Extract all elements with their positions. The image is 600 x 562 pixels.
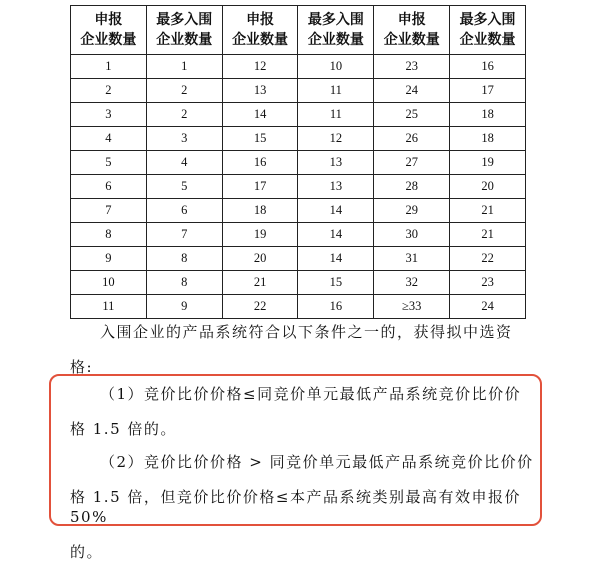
- table-cell: 1: [146, 55, 222, 79]
- table-cell: 6: [146, 199, 222, 223]
- table-cell: 15: [298, 271, 374, 295]
- table-cell: 28: [374, 175, 450, 199]
- table-cell: 14: [298, 223, 374, 247]
- table-cell: 15: [222, 127, 298, 151]
- table-cell: 13: [298, 151, 374, 175]
- table-cell: 29: [374, 199, 450, 223]
- table-cell: 2: [146, 103, 222, 127]
- intro-line-1: 入围企业的产品系统符合以下条件之一的，获得拟中选资: [100, 323, 513, 341]
- table-cell: 21: [450, 223, 526, 247]
- table-row: [71, 295, 526, 319]
- table-cell: 4: [71, 127, 147, 151]
- table-cell: 17: [222, 175, 298, 199]
- table-cell: 12: [222, 55, 298, 79]
- table-header-row: [71, 6, 526, 55]
- table-cell: 24: [374, 79, 450, 103]
- condition-1-line-2: 格 1.5 倍的。: [70, 420, 177, 438]
- table-row: [71, 199, 526, 223]
- table-cell: 14: [222, 103, 298, 127]
- table-cell: 30: [374, 223, 450, 247]
- header-max-selected-1: 最多入围 企业数量: [146, 6, 222, 55]
- table-cell: 27: [374, 151, 450, 175]
- table-cell: 10: [71, 271, 147, 295]
- table-cell: 8: [71, 223, 147, 247]
- table-cell: ≥33: [374, 295, 450, 319]
- table-row: [71, 103, 526, 127]
- table-cell: 19: [222, 223, 298, 247]
- condition-2-line-3: 的。: [70, 543, 104, 561]
- table-cell: 16: [450, 55, 526, 79]
- table-row: [71, 247, 526, 271]
- header-applicants-1: 申报 企业数量: [71, 6, 147, 55]
- table-cell: 7: [146, 223, 222, 247]
- condition-2-line-2: 格 1.5 倍，但竞价比价价格≤本产品系统类别最高有效申报价 50%: [70, 488, 521, 526]
- table-row: [71, 175, 526, 199]
- table-cell: 18: [450, 127, 526, 151]
- table-cell: 14: [298, 199, 374, 223]
- table-cell: 22: [450, 247, 526, 271]
- header-applicants-2: 申报 企业数量: [222, 6, 298, 55]
- condition-1-line-1: （1）竞价比价价格≤同竞价单元最低产品系统竞价比价价: [100, 385, 522, 403]
- table-cell: 2: [146, 79, 222, 103]
- table-cell: 20: [222, 247, 298, 271]
- header-applicants-3: 申报 企业数量: [374, 6, 450, 55]
- condition-1: [70, 384, 540, 439]
- table-cell: 13: [222, 79, 298, 103]
- table-cell: 8: [146, 247, 222, 271]
- table-row: [71, 79, 526, 103]
- table-cell: 1: [71, 55, 147, 79]
- table-cell: 13: [298, 175, 374, 199]
- table-cell: 8: [146, 271, 222, 295]
- table-row: [71, 151, 526, 175]
- table-cell: 4: [146, 151, 222, 175]
- table-cell: 9: [146, 295, 222, 319]
- table-cell: 21: [222, 271, 298, 295]
- table-cell: 9: [71, 247, 147, 271]
- table-cell: 14: [298, 247, 374, 271]
- table-cell: 5: [71, 151, 147, 175]
- table-cell: 23: [450, 271, 526, 295]
- table-cell: 3: [71, 103, 147, 127]
- table-cell: 12: [298, 127, 374, 151]
- table-cell: 18: [222, 199, 298, 223]
- enterprise-quota-table: [70, 5, 526, 319]
- header-max-selected-2: 最多入围 企业数量: [298, 6, 374, 55]
- table-cell: 24: [450, 295, 526, 319]
- table-cell: 16: [298, 295, 374, 319]
- table-cell: 6: [71, 175, 147, 199]
- table-cell: 22: [222, 295, 298, 319]
- table-cell: 16: [222, 151, 298, 175]
- table-cell: 7: [71, 199, 147, 223]
- intro-paragraph: [70, 322, 540, 377]
- condition-2-line-1: （2）竞价比价价格 > 同竞价单元最低产品系统竞价比价价: [100, 453, 534, 471]
- header-max-selected-3: 最多入围 企业数量: [450, 6, 526, 55]
- table-cell: 11: [298, 79, 374, 103]
- table-cell: 2: [71, 79, 147, 103]
- table-cell: 26: [374, 127, 450, 151]
- table-cell: 3: [146, 127, 222, 151]
- table-cell: 32: [374, 271, 450, 295]
- table-cell: 31: [374, 247, 450, 271]
- table-row: [71, 127, 526, 151]
- table-cell: 18: [450, 103, 526, 127]
- table-row: [71, 271, 526, 295]
- table-row: [71, 55, 526, 79]
- table-cell: 23: [374, 55, 450, 79]
- intro-line-2: 格:: [70, 358, 94, 376]
- table-cell: 19: [450, 151, 526, 175]
- table-cell: 25: [374, 103, 450, 127]
- table-cell: 17: [450, 79, 526, 103]
- table-cell: 21: [450, 199, 526, 223]
- table-cell: 10: [298, 55, 374, 79]
- condition-2: [70, 452, 540, 562]
- table-row: [71, 223, 526, 247]
- table-cell: 20: [450, 175, 526, 199]
- table-cell: 5: [146, 175, 222, 199]
- table-cell: 11: [298, 103, 374, 127]
- table-cell: 11: [71, 295, 147, 319]
